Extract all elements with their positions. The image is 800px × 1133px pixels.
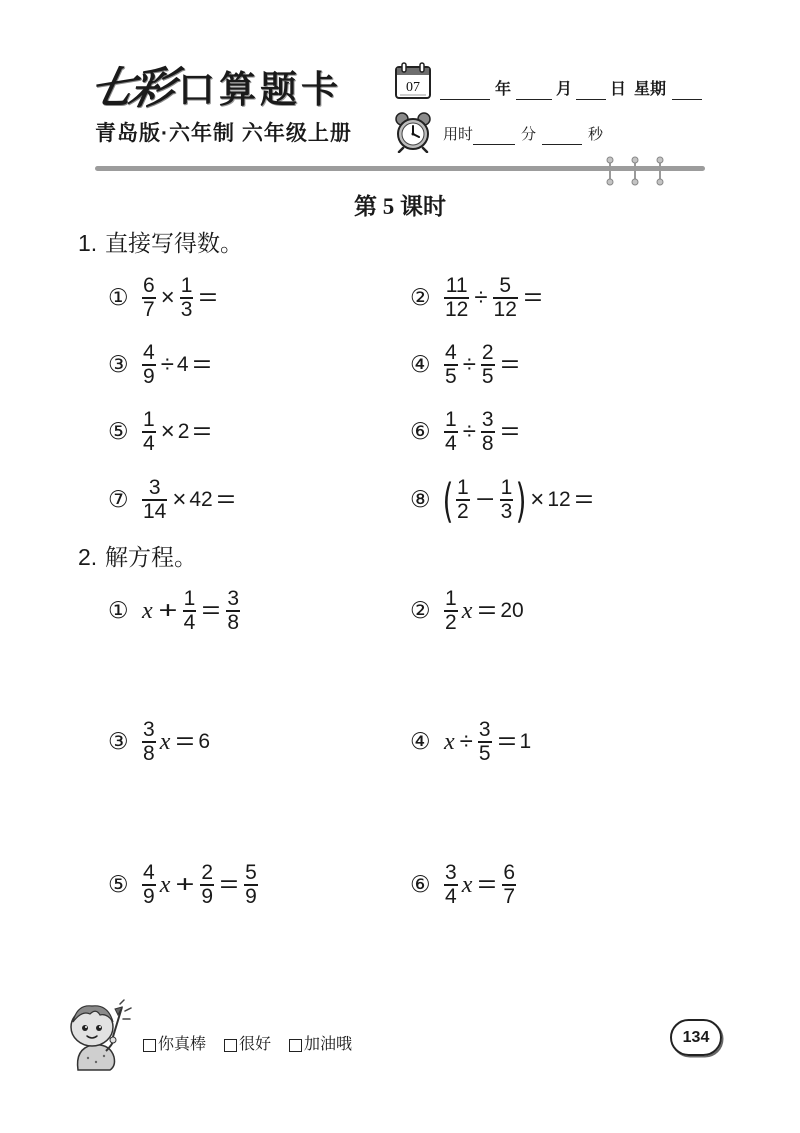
lesson-title: 第 5 课时: [354, 194, 446, 219]
section-title: 直接写得数。: [105, 230, 243, 256]
exercise-item: [108, 581, 410, 641]
fraction-denominator: 14: [143, 500, 167, 523]
equals-sign: =: [500, 351, 520, 378]
fraction-denominator: 5: [478, 742, 491, 765]
fraction-numerator: 1: [183, 587, 196, 610]
fraction: [444, 410, 458, 454]
item-number-mark: ①: [108, 285, 129, 311]
expression: [442, 410, 523, 454]
divide-sign: ÷: [462, 351, 476, 378]
calendar-day-number: 07: [406, 80, 420, 95]
fraction: [226, 589, 240, 633]
logo-brush-text: 七彩: [84, 63, 176, 114]
number: 2: [177, 420, 190, 443]
equals-sign: =: [192, 418, 212, 445]
expression: [140, 343, 215, 387]
fraction-denominator: 4: [445, 885, 457, 908]
fraction: [502, 863, 516, 907]
fraction-denominator: 12: [445, 298, 469, 321]
right-parenthesis: ): [515, 474, 527, 528]
fraction-numerator: 1: [500, 476, 513, 499]
number: 20: [500, 599, 524, 622]
left-parenthesis: (: [442, 474, 454, 528]
divide-sign: ÷: [459, 728, 473, 755]
divide-sign: ÷: [462, 418, 476, 445]
fraction-numerator: 6: [143, 274, 155, 297]
item-number-mark: ②: [410, 285, 431, 311]
fraction: [142, 720, 156, 764]
fraction-numerator: 2: [481, 341, 494, 364]
equals-sign: =: [175, 728, 195, 755]
item-number-mark: ⑧: [410, 487, 431, 513]
rating-option-great: [143, 1034, 206, 1056]
variable-x: x: [142, 598, 153, 624]
equals-sign: =: [192, 351, 212, 378]
fraction-numerator: 3: [148, 476, 161, 499]
item-number-mark: ⑥: [410, 872, 431, 898]
fraction: [142, 276, 156, 320]
fraction-denominator: 9: [143, 885, 155, 908]
year-blank: [440, 84, 490, 100]
item-number-mark: ⑦: [108, 487, 129, 513]
variable-x: x: [159, 872, 171, 898]
fraction-denominator: 8: [143, 742, 155, 765]
fraction-denominator: 2: [456, 500, 469, 523]
time-used-line: [443, 125, 603, 145]
expression: [442, 343, 523, 387]
number: 6: [198, 730, 211, 753]
fraction-numerator: 1: [143, 408, 155, 431]
expression: [140, 478, 239, 522]
weekday-blank: [672, 84, 702, 100]
fraction-numerator: 11: [445, 274, 468, 297]
plus-sign: +: [175, 871, 195, 898]
minutes-blank: [473, 129, 515, 145]
fraction: [142, 863, 156, 907]
equals-sign: =: [574, 486, 594, 513]
fraction-numerator: 1: [445, 408, 457, 431]
section-title: 解方程。: [105, 544, 197, 570]
fraction-numerator: 1: [445, 587, 457, 610]
fraction-denominator: 9: [201, 885, 214, 908]
expression: [442, 863, 518, 907]
variable-x: x: [444, 729, 455, 755]
expression: [442, 720, 531, 764]
self-rating-options: [143, 1034, 370, 1056]
alarm-clock-icon: [393, 111, 433, 153]
fraction-denominator: 9: [245, 885, 257, 908]
item-number-mark: ⑥: [410, 419, 431, 445]
fraction: [481, 343, 495, 387]
equals-sign: =: [477, 597, 497, 624]
expression: [140, 589, 242, 633]
equals-sign: =: [219, 871, 239, 898]
exercise-item: [410, 268, 710, 328]
seconds-blank: [542, 129, 582, 145]
variable-x: x: [461, 872, 473, 898]
exercise-item: [108, 402, 410, 462]
equals-sign: =: [201, 597, 221, 624]
equals-sign: =: [477, 871, 497, 898]
fraction-numerator: 3: [478, 718, 491, 741]
expression: [140, 863, 260, 907]
item-number-mark: ③: [108, 729, 129, 755]
fraction-denominator: 7: [503, 885, 516, 908]
fraction-numerator: 3: [143, 718, 155, 741]
seconds-label: 秒: [588, 126, 604, 143]
equals-sign: =: [500, 418, 520, 445]
page-number-badge: 134: [670, 1019, 722, 1056]
multiply-sign: ×: [160, 418, 175, 445]
binding-ring-icon: [632, 157, 638, 185]
exercise-item: [108, 855, 410, 915]
fraction-numerator: 3: [227, 587, 240, 610]
item-number-mark: ①: [108, 598, 129, 624]
fraction: [142, 478, 167, 522]
date-fill-line: [440, 80, 702, 100]
fraction-denominator: 4: [143, 432, 155, 455]
edition-subtitle: 青岛版·六年制 六年级上册: [95, 122, 352, 145]
checkbox-icon: [224, 1039, 237, 1052]
equals-sign: =: [216, 486, 236, 513]
item-number-mark: ④: [410, 729, 431, 755]
exercise-grid: [108, 581, 710, 915]
equals-sign: =: [198, 284, 218, 311]
rating-option-keep-trying: [289, 1034, 352, 1056]
section-number: 2.: [78, 544, 98, 570]
fraction: [142, 410, 156, 454]
item-number-mark: ③: [108, 352, 129, 378]
minus-sign: −: [475, 486, 495, 513]
fraction-denominator: 4: [183, 611, 196, 634]
fraction: [478, 720, 492, 764]
binding-rings: [600, 155, 670, 187]
calendar-icon: [393, 61, 433, 101]
fraction: [180, 276, 194, 320]
fraction-denominator: 8: [481, 432, 494, 455]
expression: [442, 276, 546, 320]
year-label: 年: [495, 81, 512, 98]
divide-sign: ÷: [160, 351, 174, 378]
expression: [140, 410, 215, 454]
fraction-numerator: 1: [180, 274, 193, 297]
item-number-mark: ⑤: [108, 872, 129, 898]
fraction-denominator: 4: [445, 432, 457, 455]
binding-ring-icon: [657, 157, 663, 185]
minutes-label: 分: [521, 126, 537, 143]
expression: [140, 720, 210, 764]
exercise-item: [410, 470, 710, 530]
expression: [442, 474, 597, 528]
plus-sign: +: [158, 597, 178, 624]
fraction: [444, 343, 458, 387]
month-label: 月: [556, 81, 573, 98]
checkbox-icon: [143, 1039, 156, 1052]
fraction: [500, 478, 514, 522]
fraction: [493, 276, 518, 320]
variable-x: x: [461, 598, 473, 624]
exercise-item: [410, 855, 710, 915]
month-blank: [516, 84, 552, 100]
fraction: [183, 589, 197, 633]
binding-ring-icon: [607, 157, 613, 185]
number: 4: [176, 353, 189, 376]
item-number-mark: ②: [410, 598, 431, 624]
rating-option-good: [224, 1034, 271, 1056]
fraction: [244, 863, 258, 907]
fraction-denominator: 5: [445, 365, 457, 388]
fraction: [200, 863, 214, 907]
mascot-illustration: [62, 998, 136, 1072]
multiply-sign: ×: [160, 284, 175, 311]
fraction-denominator: 8: [227, 611, 240, 634]
fraction-numerator: 5: [245, 861, 257, 884]
fraction-numerator: 5: [499, 274, 512, 297]
item-number-mark: ④: [410, 352, 431, 378]
fraction-denominator: 7: [143, 298, 155, 321]
fraction-denominator: 3: [180, 298, 193, 321]
fraction: [456, 478, 470, 522]
exercise-item: [108, 268, 410, 328]
expression: [442, 589, 524, 633]
fraction-numerator: 1: [456, 476, 469, 499]
fraction-denominator: 5: [481, 365, 494, 388]
expression: [140, 276, 221, 320]
number: 1: [519, 730, 532, 753]
exercise-item: [410, 402, 710, 462]
fraction-denominator: 2: [445, 611, 457, 634]
fraction: [444, 863, 458, 907]
logo-title-text: 口算题卡: [178, 68, 342, 111]
rating-label: 你真棒: [158, 1036, 207, 1053]
fraction-denominator: 9: [143, 365, 155, 388]
fraction-numerator: 4: [143, 861, 155, 884]
equals-sign: =: [497, 728, 516, 755]
variable-x: x: [159, 729, 171, 755]
section-heading: [78, 543, 197, 571]
fraction-numerator: 4: [445, 341, 457, 364]
fraction: [481, 410, 495, 454]
multiply-sign: ×: [172, 486, 187, 513]
exercise-item: [410, 712, 710, 772]
fraction: [142, 343, 156, 387]
fraction-denominator: 3: [500, 500, 513, 523]
exercise-grid: [108, 268, 710, 530]
day-label: 日: [610, 81, 627, 98]
fraction-numerator: 3: [445, 861, 457, 884]
day-blank: [576, 84, 606, 100]
exercise-item: [410, 335, 710, 395]
number: 12: [547, 488, 571, 511]
item-number-mark: ⑤: [108, 419, 129, 445]
time-used-label: 用时: [443, 126, 474, 143]
rating-label: 很好: [239, 1036, 272, 1053]
fraction-numerator: 6: [503, 861, 516, 884]
section-number: 1.: [78, 230, 98, 256]
exercise-item: [108, 335, 410, 395]
multiply-sign: ×: [530, 486, 545, 513]
exercise-item: [410, 581, 710, 641]
section-heading: [78, 229, 243, 257]
weekday-label: 星期: [634, 81, 667, 98]
fraction: [444, 276, 469, 320]
fraction-numerator: 2: [201, 861, 214, 884]
exercise-item: [108, 470, 410, 530]
divide-sign: ÷: [474, 284, 488, 311]
fraction: [444, 589, 458, 633]
fraction-numerator: 4: [143, 341, 155, 364]
equals-sign: =: [523, 284, 543, 311]
number: 42: [189, 488, 213, 511]
fraction-denominator: 12: [493, 298, 517, 321]
fraction-numerator: 3: [481, 408, 494, 431]
exercise-item: [108, 712, 410, 772]
checkbox-icon: [289, 1039, 302, 1052]
brand-logo: [84, 63, 342, 114]
rating-label: 加油哦: [304, 1036, 353, 1053]
